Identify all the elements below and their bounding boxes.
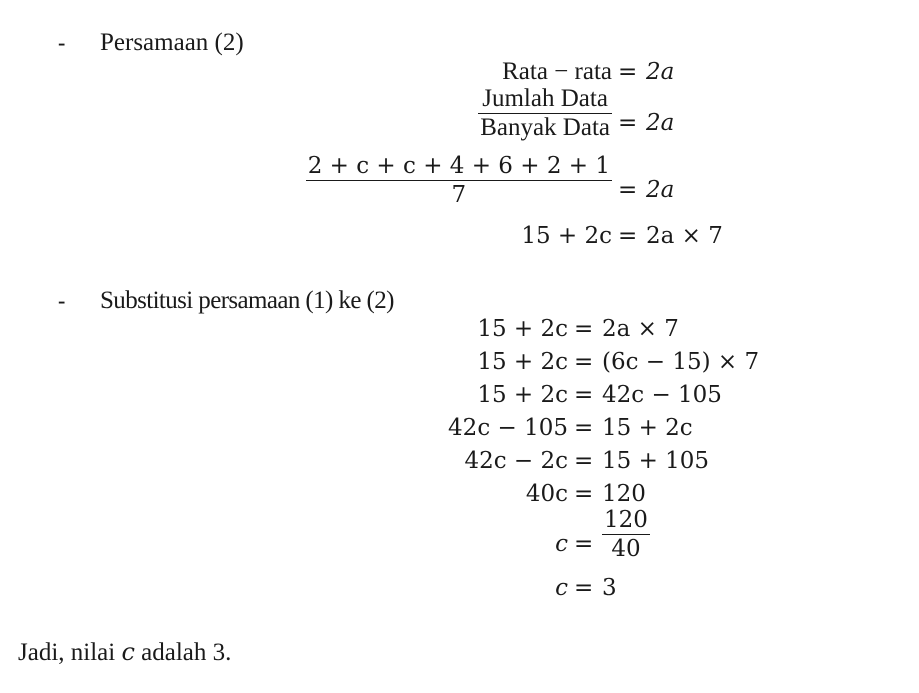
section1-title: Persamaan (2) <box>100 29 244 56</box>
equation-lhs: 40c <box>525 481 568 507</box>
conclusion-prefix: Jadi, nilai <box>18 639 122 666</box>
equation-lhs: 15 + 2c <box>477 349 568 375</box>
equals-sign: = <box>574 448 594 474</box>
equals-sign: = <box>618 177 638 203</box>
equation-rhs: 42c − 105 <box>602 382 722 408</box>
equation-rhs: 15 + 2c <box>602 415 693 441</box>
equation-lhs: Rata − rata <box>502 58 612 85</box>
fraction-numerator: Jumlah Data <box>482 85 608 112</box>
fraction-numerator: 120 <box>604 507 648 533</box>
fraction-denominator: 40 <box>611 536 641 562</box>
bullet-dash: - <box>58 30 66 55</box>
equation-rhs: (6c − 15) × 7 <box>602 349 760 375</box>
conclusion-text <box>18 637 231 668</box>
equation-lhs <box>306 152 612 209</box>
equation-rhs: 2a <box>646 177 675 203</box>
equation-lhs: 15 + 2c <box>477 316 568 342</box>
equals-sign: = <box>574 415 594 441</box>
section2-title: Substitusi persamaan (1) ke (2) <box>100 287 394 314</box>
equals-sign: = <box>574 575 594 601</box>
equation-lhs: c <box>555 575 568 601</box>
bullet-dash: - <box>58 288 66 313</box>
equation-rhs: 2a × 7 <box>602 316 679 342</box>
equation-lhs: 42c − 2c <box>464 448 568 474</box>
equation-rhs: 120 <box>602 481 646 507</box>
equation-lhs: 15 + 2c <box>521 223 612 249</box>
equals-sign: = <box>574 316 594 342</box>
equals-sign: = <box>618 110 638 136</box>
equation-rhs: 3 <box>602 575 617 601</box>
equation-lhs: c <box>555 531 568 557</box>
fraction-denominator: 7 <box>451 182 467 208</box>
equation-lhs <box>478 85 612 142</box>
fraction <box>478 85 612 142</box>
fraction-denominator: Banyak Data <box>480 114 610 141</box>
equals-sign: = <box>574 531 594 557</box>
equals-sign: = <box>574 382 594 408</box>
equation-rhs: 15 + 105 <box>602 448 710 474</box>
fraction <box>602 506 650 563</box>
fraction <box>306 152 612 209</box>
equation-rhs: 2a <box>646 110 675 136</box>
equals-sign: = <box>574 349 594 375</box>
equals-sign: = <box>618 223 638 249</box>
equation-lhs: 15 + 2c <box>477 382 568 408</box>
fraction-numerator: 2 + c + c + 4 + 6 + 2 + 1 <box>307 153 610 179</box>
equation-rhs <box>602 506 650 563</box>
equation-rhs: 2a <box>646 59 675 85</box>
conclusion-variable: c <box>121 638 135 666</box>
conclusion-suffix: adalah 3. <box>134 639 232 666</box>
equation-lhs: 42c − 105 <box>448 415 568 441</box>
equals-sign: = <box>574 481 594 507</box>
equation-rhs: 2a × 7 <box>646 223 723 249</box>
equals-sign: = <box>618 59 638 85</box>
